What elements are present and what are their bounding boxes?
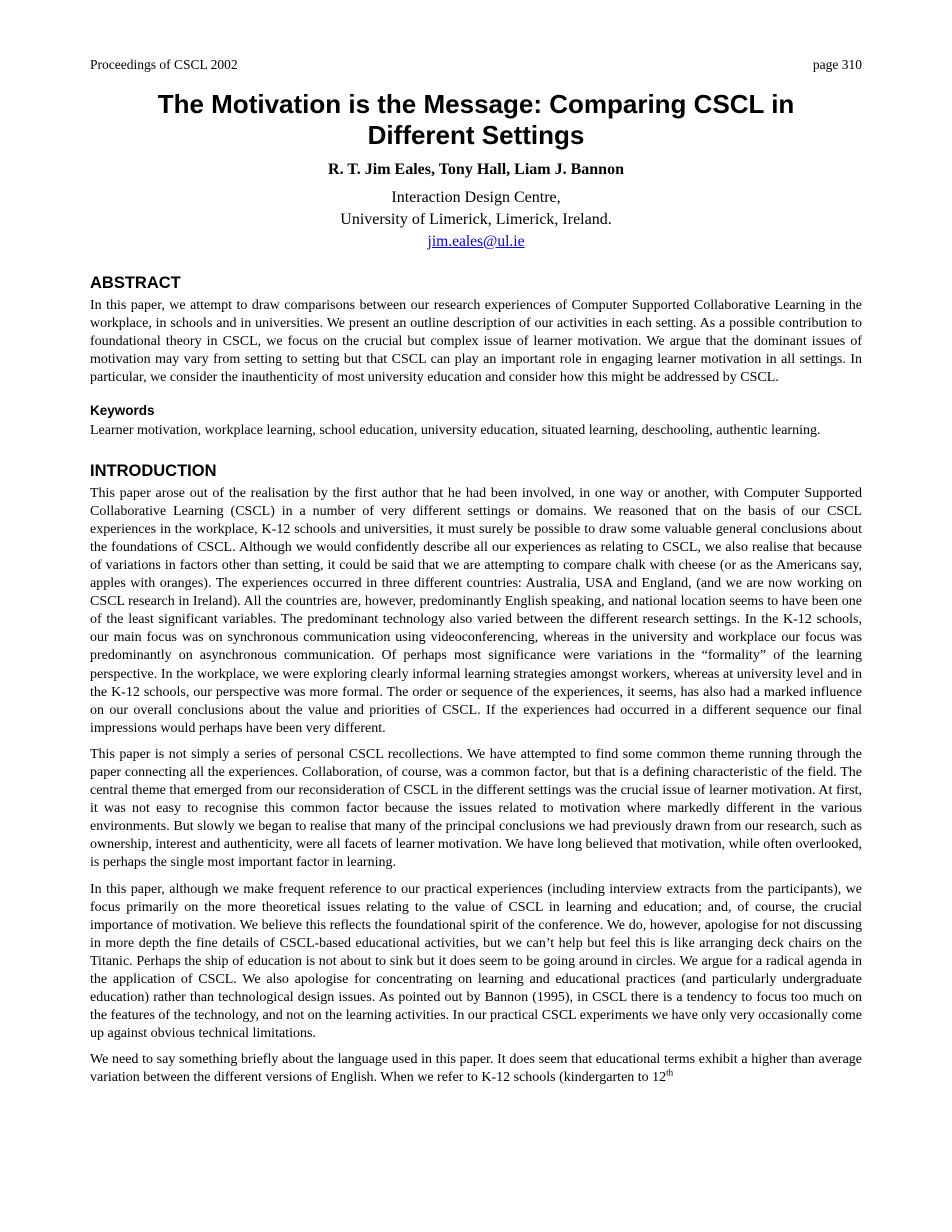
authors-line: R. T. Jim Eales, Tony Hall, Liam J. Bannon xyxy=(328,161,624,178)
affiliation-line-2: University of Limerick, Limerick, Ireland. xyxy=(340,211,612,228)
header-page-number: page 310 xyxy=(812,57,862,72)
keywords-heading: Keywords xyxy=(90,403,155,419)
intro-paragraph-4-superscript: th xyxy=(666,1067,674,1078)
affiliation-line-1: Interaction Design Centre, xyxy=(391,189,561,206)
intro-paragraph-2: This paper is not simply a series of personal CSCL recollections. We have attempted to find some common theme running through the paper connecting all the experiences. Collaboration, of course, was a common factor, but that is a defining characteristic of the field. The central theme that emerged from our reconsideration of CSCL in the different settings was the crucial issue of learner motivation. At first, it was not easy to recognise this common factor because the issues related to motivation where markedly different in the various environments. But slowly we began to realise that many of the principal conclusions we had previously drawn from our research, such as ownership, interest and authenticity, were all facets of learner motivation. We have long believed that motivation, while often overlooked, is perhaps the single most important factor in learning. xyxy=(90,746,862,871)
email-link[interactable]: jim.eales@ul.ie xyxy=(427,233,525,250)
intro-paragraph-1: This paper arose out of the realisation by the first author that he had been involved, in one way or another, with Computer Supported Collaborative Learning (CSCL) in a number of very different settings or domains. We reasoned that on the basis of our CSCL experiences in the workplace, K-12 schools and universities, it must surely be possible to draw some valuable general conclusions about the foundations of CSCL. Although we would confidently describe all our experiences as relating to CSCL, we also realise that because of variations in factors other than setting, it could be said that we are attempting to compare chalk with cheese (or as the Americans say, apples with oranges). The experiences occurred in three different countries: Australia, USA and England, (and we are now working on CSCL research in Ireland). All the countries are, however, predominantly English speaking, and national location seems to have been one of the least significant variables. The predominant technology also varied between the different research settings. In the K-12 schools, our main focus was on synchronous communication using videoconferencing, whereas in the university and workplace our focus was predominantly on asynchronous communication. Of perhaps most significance were variations in the “formality” of the learning perspective. In the workplace, we were exploring clearly informal learning strategies amongst workers, whereas at university level and in the K-12 schools, our perspective was more formal. The order or sequence of the experiences, it seems, has also had a marked influence on our overall conclusions about the value and priorities of CSCL. If the experiences had occurred in a different sequence our final impressions would perhaps have been very different. xyxy=(90,485,862,736)
abstract-heading: ABSTRACT xyxy=(90,274,181,292)
introduction-heading: INTRODUCTION xyxy=(90,461,217,480)
paper-title: The Motivation is the Message: Comparing CSCL in Different Settings xyxy=(157,89,795,150)
intro-paragraph-4 xyxy=(90,1051,862,1087)
page-header xyxy=(90,56,862,73)
intro-paragraph-4-text: We need to say something briefly about the language used in this paper. It does seem that educational terms exhibit a higher than average variation between the different versions of English. When we refer to K-12 schools (kindergarten to 12 xyxy=(90,1052,862,1086)
email-line xyxy=(90,231,862,253)
abstract-text: In this paper, we attempt to draw comparisons between our research experiences of Computer Supported Collaborative Learning in the workplace, in schools and in universities. We present an outline description of our activities in each setting. As a possible contribution to foundational theory in CSCL, we focus on the crucial but complex issue of learner motivation. We argue that the dominant issues of motivation may vary from setting to setting but that CSCL can play an important role in engaging learner motivation in all settings. In particular, we consider the inauthenticity of most university education and consider how this might be addressed by CSCL. xyxy=(90,298,862,386)
header-proceedings-label: Proceedings of CSCL 2002 xyxy=(90,57,238,72)
keywords-text: Learner motivation, workplace learning, school education, university education, situated learning, deschooling, authentic learning. xyxy=(90,423,821,439)
intro-paragraph-3: In this paper, although we make frequent reference to our practical experiences (including interview extracts from the participants), we focus primarily on the more theoretical issues relating to the value of CSCL in learning and education; and, of course, the crucial importance of motivation. We believe this reflects the foundational spirit of the conference. We do, however, apologise for not discussing in more depth the fine details of CSCL-based educational activities, but we can’t help but feel this is like arranging deck chairs on the Titanic. Perhaps the ship of education is not about to sink but it does seem to be going around in circles. We argue for a radical agenda in the application of CSCL. We also apologise for concentrating on learning and educational practices (and particularly undergraduate education) rather than technological design issues. As pointed out by Bannon (1995), in CSCL there is a tendency to focus too much on the features of the technology, and not on the learning activities. In our practical CSCL experiments we have only very occasionally come up against obvious technical limitations. xyxy=(90,881,862,1042)
